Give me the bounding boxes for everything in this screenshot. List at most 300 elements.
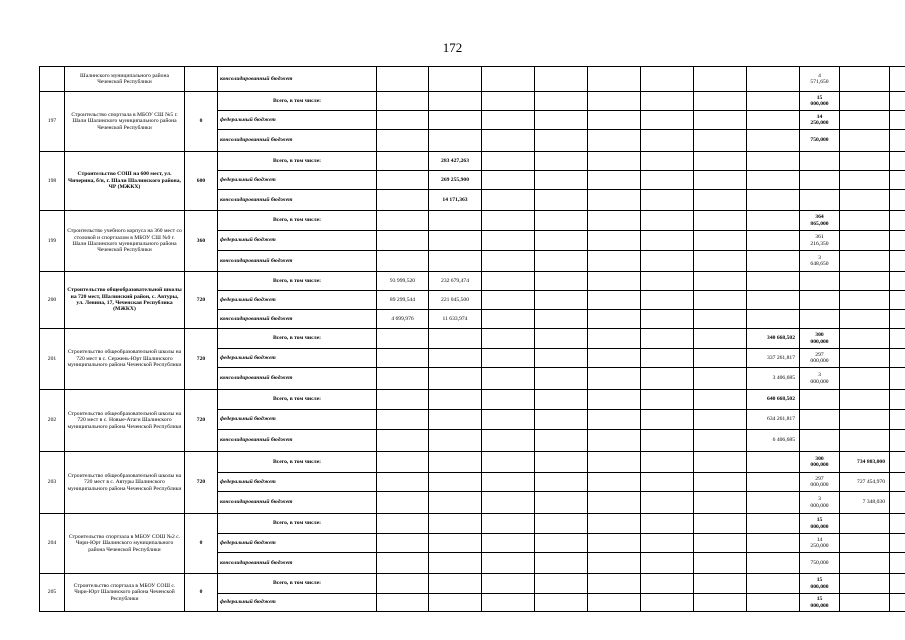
value-cell (641, 152, 694, 171)
value-cell (840, 430, 890, 452)
value-cell (694, 368, 747, 390)
value-cell (429, 574, 482, 594)
value-cell: 340 668,502 (747, 329, 800, 349)
value-cell (588, 211, 641, 231)
value-cell (429, 329, 482, 349)
value-cell (641, 574, 694, 594)
value-cell (641, 130, 694, 152)
value-cell (890, 67, 905, 92)
value-cell (535, 514, 588, 534)
value-cell (694, 67, 747, 92)
value-cell (890, 291, 905, 310)
value-cell: 15 000,000 (800, 574, 840, 594)
value-cell (482, 130, 535, 152)
value-cell (800, 430, 840, 452)
value-cell (482, 349, 535, 368)
value-cell (588, 368, 641, 390)
value-cell (588, 67, 641, 92)
value-cell (840, 171, 890, 190)
funding-source: федеральный бюджет (218, 594, 377, 612)
value-cell (588, 111, 641, 130)
row-number: 200 (40, 272, 65, 329)
value-cell (641, 594, 694, 612)
value-cell (535, 553, 588, 574)
value-cell (482, 111, 535, 130)
value-cell (535, 67, 588, 92)
budget-table (39, 66, 905, 612)
value-cell (482, 473, 535, 492)
object-name: Строительство общеобразовательной школы на 720 мест в с. Новые-Атаги Шалинского муниципального района Чеченской Республики (65, 390, 185, 452)
value-cell (890, 349, 905, 368)
value-cell (641, 349, 694, 368)
value-cell (694, 594, 747, 612)
value-cell: 300 000,000 (800, 329, 840, 349)
value-cell (535, 410, 588, 430)
value-cell (694, 111, 747, 130)
value-cell (377, 473, 429, 492)
value-cell (535, 92, 588, 111)
value-cell (377, 231, 429, 251)
value-cell (890, 111, 905, 130)
value-cell (890, 574, 905, 594)
value-cell (377, 390, 429, 410)
value-cell (482, 291, 535, 310)
value-cell (890, 473, 905, 492)
value-cell (588, 231, 641, 251)
value-cell (641, 291, 694, 310)
table-row (40, 272, 905, 291)
value-cell (535, 368, 588, 390)
value-cell (890, 231, 905, 251)
value-cell (482, 231, 535, 251)
funding-source: консолидированный бюджет (218, 553, 377, 574)
value-cell (377, 251, 429, 272)
object-name: Строительство общеобразовательной школы на 720 мест в с. Автуры Шалинского муниципального района Чеченской Республики (65, 452, 185, 514)
value-cell (840, 514, 890, 534)
value-cell (747, 67, 800, 92)
object-name: Строительство СОШ на 600 мест, ул. Чичерина, б/н, г. Шали Шалинского района, ЧР (МЖКХ) (65, 152, 185, 211)
value-cell (840, 152, 890, 171)
row-number: 198 (40, 152, 65, 211)
value-cell (535, 329, 588, 349)
value-cell (535, 130, 588, 152)
funding-source: Всего, в том числе: (218, 272, 377, 291)
value-cell (641, 452, 694, 473)
value-cell: 15 000,000 (800, 514, 840, 534)
value-cell (890, 152, 905, 171)
value-cell (482, 452, 535, 473)
value-cell (535, 211, 588, 231)
object-name: Строительство учебного корпуса на 360 мест со столовой и спортзалом в МБОУ СШ №9 г. Шали Шалинского муниципального района Чеченской Республики (65, 211, 185, 272)
value-cell (482, 492, 535, 514)
value-cell (800, 410, 840, 430)
value-cell (377, 67, 429, 92)
funding-source: консолидированный бюджет (218, 251, 377, 272)
value-cell (535, 534, 588, 553)
value-cell: 297 000,000 (800, 349, 840, 368)
value-cell (429, 92, 482, 111)
value-cell (429, 251, 482, 272)
value-cell: 14 250,000 (800, 534, 840, 553)
value-cell: 6 406,685 (747, 430, 800, 452)
value-cell (840, 130, 890, 152)
value-cell (429, 514, 482, 534)
capacity: 0 (185, 574, 218, 612)
value-cell (694, 349, 747, 368)
value-cell (840, 92, 890, 111)
value-cell (840, 410, 890, 430)
table-row (40, 152, 905, 171)
value-cell (588, 534, 641, 553)
value-cell (641, 211, 694, 231)
value-cell (482, 211, 535, 231)
value-cell (377, 171, 429, 190)
funding-source: Всего, в том числе: (218, 92, 377, 111)
value-cell (535, 492, 588, 514)
value-cell (890, 310, 905, 329)
funding-source: Всего, в том числе: (218, 514, 377, 534)
value-cell (800, 171, 840, 190)
value-cell (588, 329, 641, 349)
object-name: Строительство общеобразовательной школы на 720 мест в с. Сержень-Юрт Шалинского муниципального района Чеченской Республики (65, 329, 185, 390)
value-cell (588, 190, 641, 211)
value-cell (747, 211, 800, 231)
value-cell: 3 000,000 (800, 368, 840, 390)
value-cell (747, 514, 800, 534)
value-cell (429, 211, 482, 231)
funding-source: Всего, в том числе: (218, 452, 377, 473)
value-cell (747, 534, 800, 553)
value-cell (535, 171, 588, 190)
value-cell (694, 473, 747, 492)
value-cell (377, 211, 429, 231)
value-cell (482, 410, 535, 430)
value-cell (588, 152, 641, 171)
value-cell (588, 574, 641, 594)
value-cell: 283 427,263 (429, 152, 482, 171)
capacity: 720 (185, 390, 218, 452)
funding-source: консолидированный бюджет (218, 310, 377, 329)
value-cell (588, 390, 641, 410)
capacity: 720 (185, 272, 218, 329)
funding-source: федеральный бюджет (218, 349, 377, 368)
value-cell (377, 514, 429, 534)
value-cell (890, 492, 905, 514)
value-cell (482, 514, 535, 534)
value-cell (377, 111, 429, 130)
table-row (40, 452, 905, 473)
value-cell (840, 310, 890, 329)
value-cell (429, 473, 482, 492)
value-cell (535, 272, 588, 291)
value-cell (890, 430, 905, 452)
value-cell (535, 310, 588, 329)
value-cell: 297 000,000 (800, 473, 840, 492)
table-row (40, 574, 905, 594)
value-cell (377, 130, 429, 152)
value-cell (641, 368, 694, 390)
value-cell (588, 473, 641, 492)
value-cell (535, 349, 588, 368)
row-number: 202 (40, 390, 65, 452)
value-cell (377, 190, 429, 211)
value-cell: 93 999,520 (377, 272, 429, 291)
value-cell (747, 251, 800, 272)
value-cell (694, 492, 747, 514)
value-cell (800, 390, 840, 410)
value-cell (747, 171, 800, 190)
value-cell (840, 251, 890, 272)
value-cell (482, 594, 535, 612)
value-cell (694, 430, 747, 452)
value-cell (429, 492, 482, 514)
object-name: Строительство спортзала в МБОУ СОШ №2 с. Чири-Юрт Шалинского муниципального района Чеченской Республики (65, 514, 185, 574)
value-cell (429, 111, 482, 130)
value-cell (800, 272, 840, 291)
value-cell (429, 410, 482, 430)
value-cell (694, 272, 747, 291)
value-cell (694, 92, 747, 111)
value-cell (429, 67, 482, 92)
value-cell (840, 553, 890, 574)
value-cell: 750,000 (800, 130, 840, 152)
value-cell (890, 92, 905, 111)
value-cell (694, 211, 747, 231)
value-cell (429, 594, 482, 612)
capacity: 0 (185, 514, 218, 574)
value-cell (694, 329, 747, 349)
table-row (40, 92, 905, 111)
value-cell (641, 534, 694, 553)
value-cell (694, 310, 747, 329)
value-cell (641, 514, 694, 534)
value-cell (694, 171, 747, 190)
value-cell: 640 668,502 (747, 390, 800, 410)
value-cell (641, 473, 694, 492)
value-cell (840, 272, 890, 291)
value-cell (747, 190, 800, 211)
funding-source: Всего, в том числе: (218, 329, 377, 349)
value-cell (377, 492, 429, 514)
value-cell (482, 152, 535, 171)
value-cell: 727 454,970 (840, 473, 890, 492)
value-cell (840, 534, 890, 553)
value-cell (429, 452, 482, 473)
value-cell (890, 514, 905, 534)
value-cell (840, 190, 890, 211)
value-cell (890, 190, 905, 211)
row-number: 199 (40, 211, 65, 272)
value-cell (588, 452, 641, 473)
capacity: 720 (185, 452, 218, 514)
value-cell (641, 492, 694, 514)
value-cell (588, 553, 641, 574)
value-cell (747, 231, 800, 251)
value-cell (482, 368, 535, 390)
value-cell (641, 171, 694, 190)
funding-source: консолидированный бюджет (218, 492, 377, 514)
value-cell (747, 92, 800, 111)
value-cell: 11 633,974 (429, 310, 482, 329)
value-cell (694, 190, 747, 211)
table-row (40, 390, 905, 410)
funding-source: федеральный бюджет (218, 171, 377, 190)
value-cell (694, 452, 747, 473)
value-cell (482, 574, 535, 594)
value-cell (588, 492, 641, 514)
page-number: 172 (442, 40, 463, 55)
object-name: Строительство спортзала в МБОУ СШ №5 г. Шали Шалинского муниципального района Чеченской Республики (65, 92, 185, 152)
value-cell (890, 251, 905, 272)
funding-source: консолидированный бюджет (218, 368, 377, 390)
value-cell (482, 534, 535, 553)
value-cell (377, 594, 429, 612)
value-cell: 269 255,900 (429, 171, 482, 190)
value-cell (840, 368, 890, 390)
value-cell (641, 67, 694, 92)
object-name: Строительство общеобразовательной школы на 720 мест, Шалинский район, с. Автуры, ул. Ленина, 17, Чеченская Республика (МЖКХ) (65, 272, 185, 329)
value-cell (429, 349, 482, 368)
value-cell (840, 67, 890, 92)
value-cell: 3 406,685 (747, 368, 800, 390)
funding-source: консолидированный бюджет (218, 67, 377, 92)
capacity (185, 67, 218, 92)
value-cell (694, 231, 747, 251)
value-cell: 337 261,817 (747, 349, 800, 368)
value-cell (890, 452, 905, 473)
value-cell (377, 368, 429, 390)
capacity: 360 (185, 211, 218, 272)
value-cell: 4 571,650 (800, 67, 840, 92)
value-cell (482, 329, 535, 349)
capacity: 0 (185, 92, 218, 152)
row-number: 205 (40, 574, 65, 612)
capacity: 720 (185, 329, 218, 390)
value-cell (482, 251, 535, 272)
table-row (40, 514, 905, 534)
value-cell (535, 251, 588, 272)
table-row (40, 67, 905, 92)
value-cell: 750,000 (800, 553, 840, 574)
value-cell (840, 291, 890, 310)
value-cell (747, 492, 800, 514)
value-cell (641, 231, 694, 251)
value-cell (641, 310, 694, 329)
value-cell (588, 272, 641, 291)
value-cell (482, 92, 535, 111)
value-cell: 15 000,000 (800, 594, 840, 612)
value-cell (641, 553, 694, 574)
value-cell (377, 152, 429, 171)
value-cell (377, 553, 429, 574)
value-cell (694, 514, 747, 534)
value-cell (641, 251, 694, 272)
value-cell: 14 171,363 (429, 190, 482, 211)
value-cell (429, 130, 482, 152)
value-cell (588, 514, 641, 534)
value-cell (588, 430, 641, 452)
value-cell: 232 679,474 (429, 272, 482, 291)
value-cell (535, 390, 588, 410)
value-cell (694, 152, 747, 171)
value-cell: 7 348,030 (840, 492, 890, 514)
value-cell: 300 000,000 (800, 452, 840, 473)
funding-source: консолидированный бюджет (218, 430, 377, 452)
value-cell (588, 251, 641, 272)
value-cell (890, 534, 905, 553)
value-cell (747, 130, 800, 152)
value-cell (890, 272, 905, 291)
value-cell (377, 349, 429, 368)
funding-source: федеральный бюджет (218, 291, 377, 310)
funding-source: консолидированный бюджет (218, 130, 377, 152)
value-cell (588, 594, 641, 612)
value-cell (890, 211, 905, 231)
value-cell (588, 310, 641, 329)
value-cell (588, 130, 641, 152)
table-row (40, 211, 905, 231)
value-cell (482, 553, 535, 574)
value-cell (747, 272, 800, 291)
value-cell (482, 310, 535, 329)
value-cell (535, 111, 588, 130)
value-cell (588, 349, 641, 368)
value-cell (429, 430, 482, 452)
value-cell (840, 574, 890, 594)
value-cell (482, 272, 535, 291)
value-cell (535, 452, 588, 473)
value-cell (800, 291, 840, 310)
value-cell: 364 865,000 (800, 211, 840, 231)
value-cell (535, 594, 588, 612)
value-cell (890, 410, 905, 430)
value-cell (641, 92, 694, 111)
value-cell (890, 553, 905, 574)
value-cell (747, 473, 800, 492)
value-cell (694, 534, 747, 553)
value-cell (800, 152, 840, 171)
value-cell (377, 534, 429, 553)
value-cell (377, 430, 429, 452)
value-cell (535, 291, 588, 310)
value-cell: 15 000,000 (800, 92, 840, 111)
value-cell (429, 553, 482, 574)
value-cell (890, 329, 905, 349)
funding-source: федеральный бюджет (218, 231, 377, 251)
value-cell (641, 390, 694, 410)
row-number: 203 (40, 452, 65, 514)
value-cell (747, 152, 800, 171)
value-cell (641, 190, 694, 211)
funding-source: Всего, в том числе: (218, 152, 377, 171)
value-cell (890, 130, 905, 152)
value-cell (588, 171, 641, 190)
value-cell (694, 553, 747, 574)
funding-source: федеральный бюджет (218, 473, 377, 492)
value-cell (747, 452, 800, 473)
funding-source: федеральный бюджет (218, 410, 377, 430)
value-cell (588, 410, 641, 430)
value-cell (840, 594, 890, 612)
row-number: 201 (40, 329, 65, 390)
value-cell (800, 310, 840, 329)
value-cell (641, 430, 694, 452)
value-cell (694, 251, 747, 272)
value-cell (377, 452, 429, 473)
funding-source: федеральный бюджет (218, 534, 377, 553)
value-cell: 4 699,976 (377, 310, 429, 329)
value-cell (890, 594, 905, 612)
